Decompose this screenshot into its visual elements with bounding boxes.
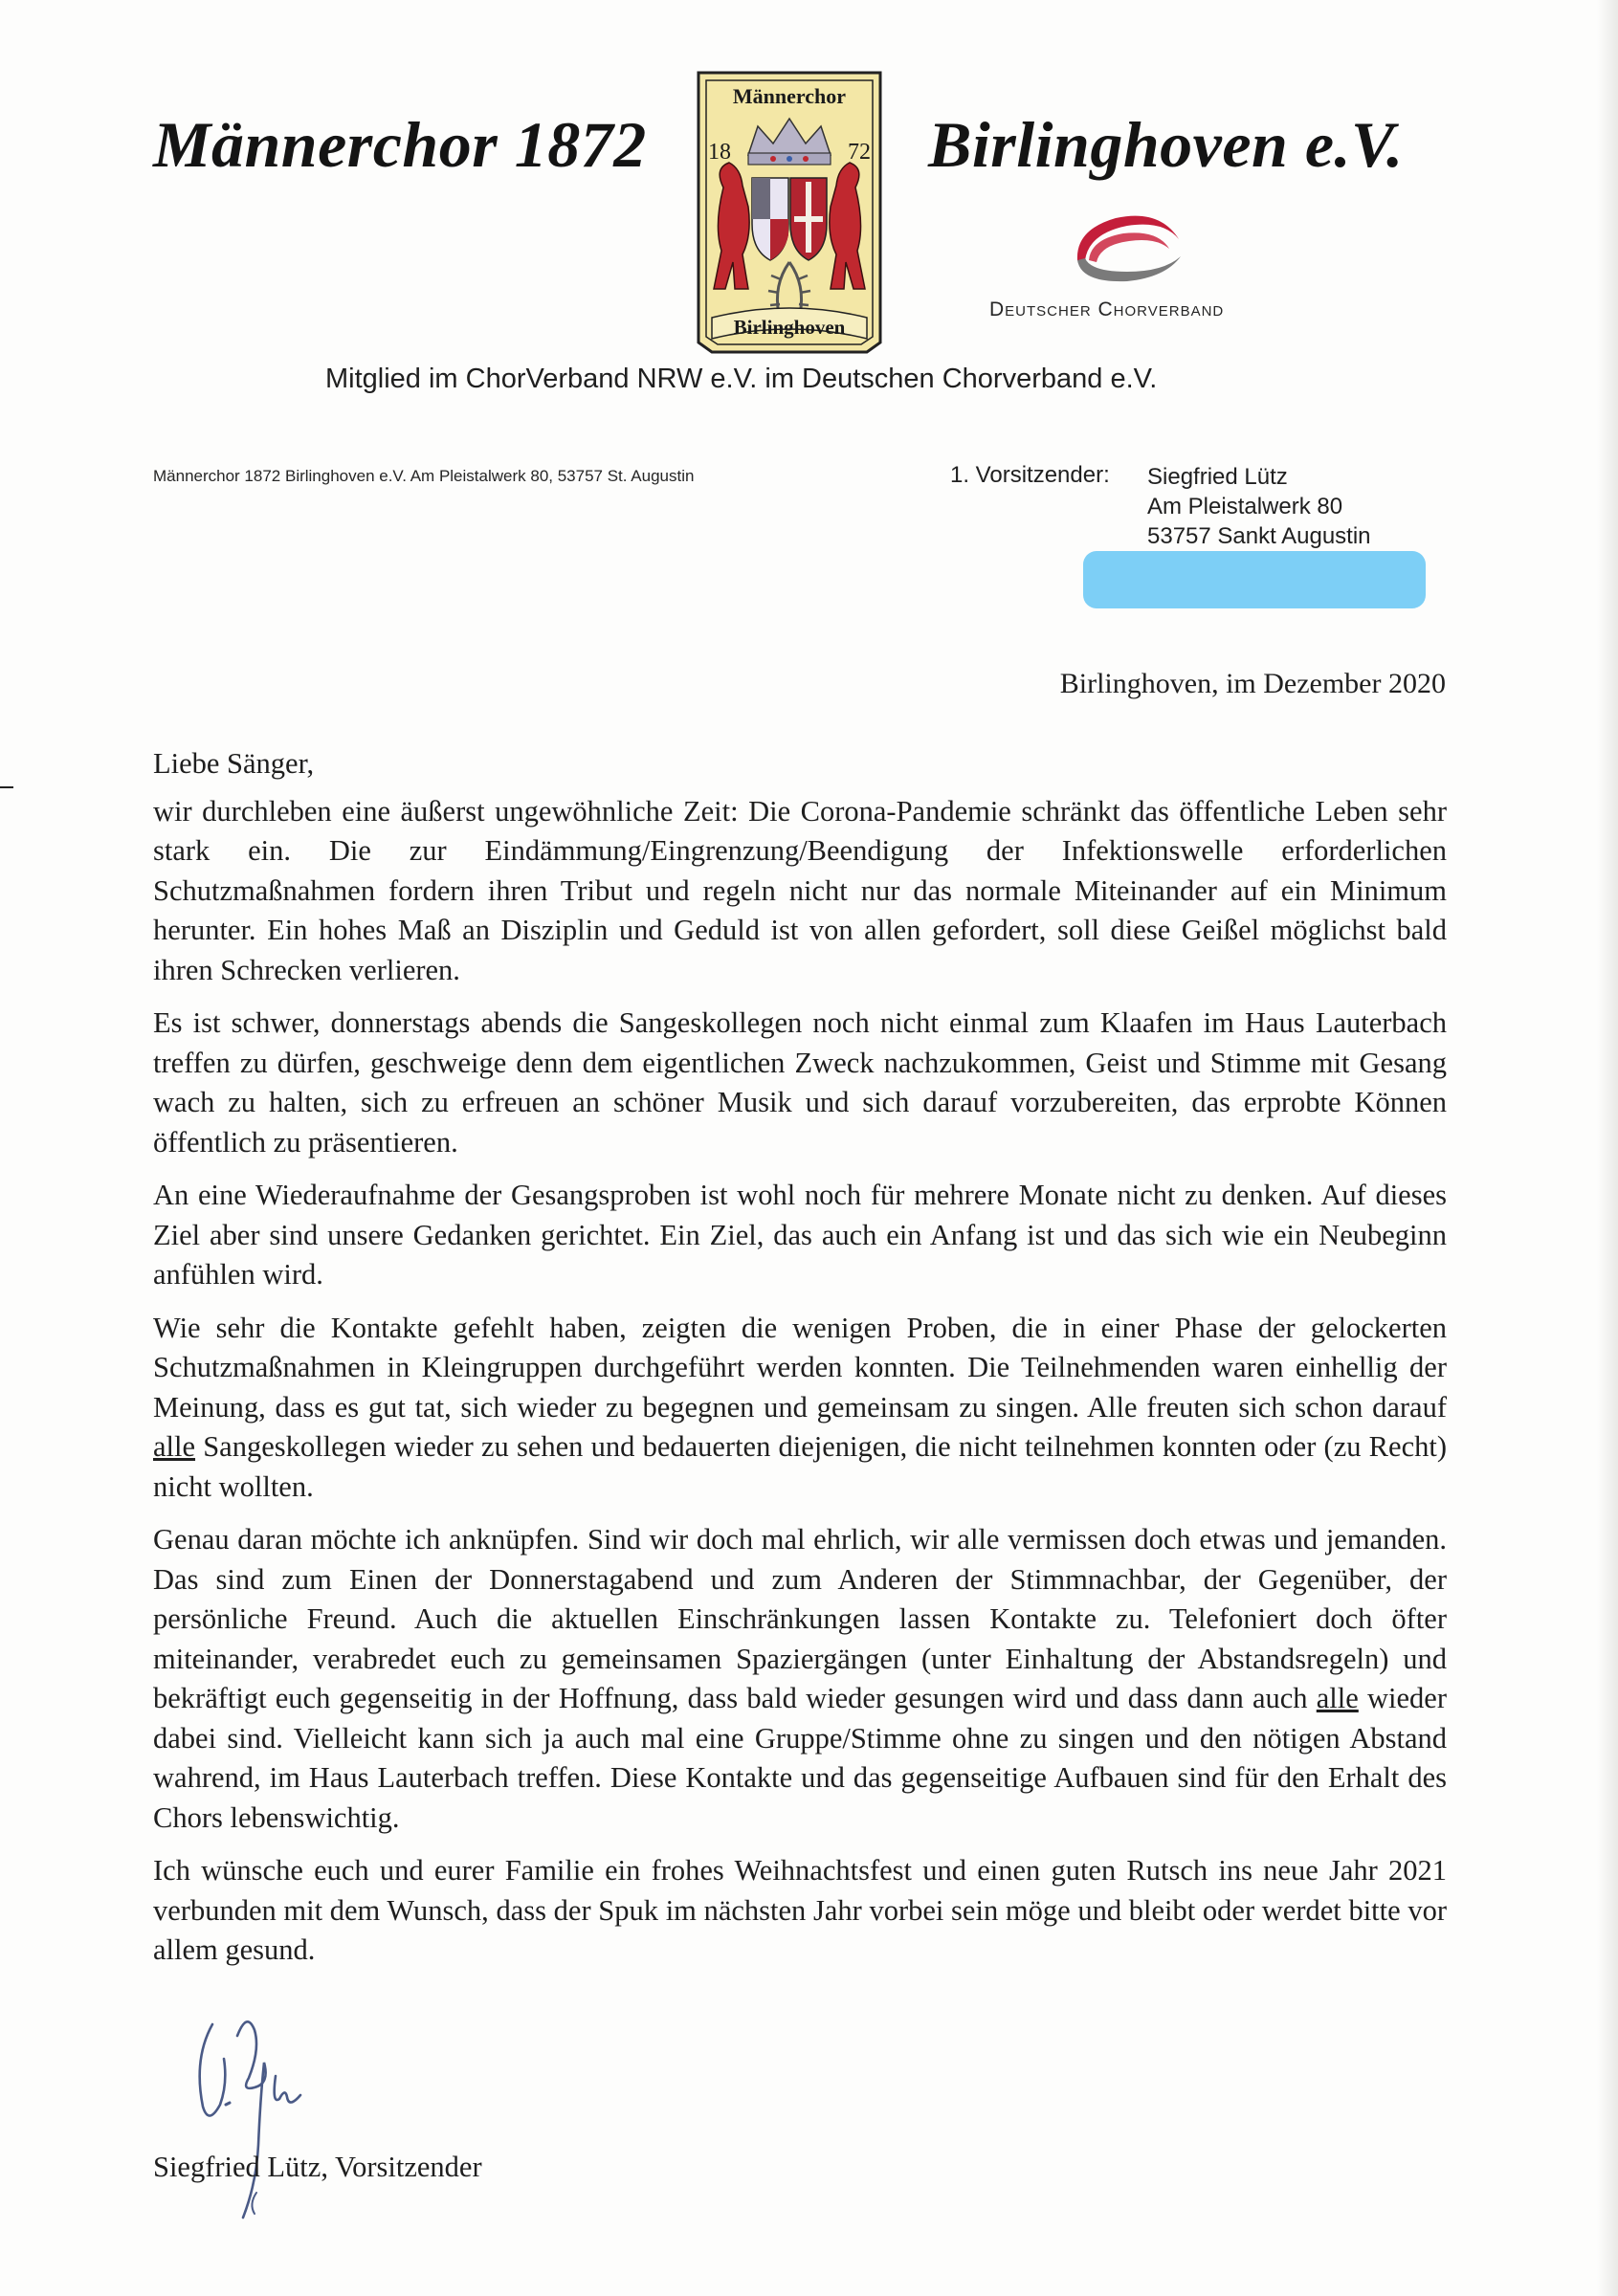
chair-name: Siegfried Lütz: [1147, 464, 1288, 490]
paragraph-4-emphasis: alle: [153, 1430, 196, 1463]
chair-address: [1147, 462, 1371, 551]
paragraph-6: Ich wünsche euch und eurer Familie ein frohes Weihnachtsfest und einen guten Rutsch ins neue Jahr 2021 verbunden mit dem Wunsch, dass der Spuk im nächsten Jahr vorbei sein möge und bleibt oder werdet bitte vor allem gesund.: [153, 1854, 1447, 1966]
paragraph-5-part-b: wieder dabei sind. Vielleicht kann sich ja auch mal eine Gruppe/Stimme ohne zu singen und den nötigen Abstand wahrend, im Haus Lauterbach treffen. Diese Kontakte und das gegenseitige Aufbauen sind für den Erhalt des Chors lebenswichtig.: [153, 1682, 1447, 1834]
chair-street: Am Pleistalwerk 80: [1147, 494, 1343, 519]
chair-label: 1. Vorsitzender:: [950, 462, 1110, 488]
membership-line: Mitglied im ChorVerband NRW e.V. im Deutschen Chorverband e.V.: [325, 364, 1158, 394]
crest-year-left: 18: [708, 140, 731, 165]
signer-name: Siegfried Lütz, Vorsitzender: [153, 2151, 482, 2183]
crest-year-right: 72: [848, 140, 871, 165]
club-crest-icon: [685, 63, 894, 358]
paragraph-1: wir durchleben eine äußerst ungewöhnliche Zeit: Die Corona-Pandemie schränkt das öffentliche Leben sehr stark ein. Die zur Eindämmung/Eingrenzung/Beendigung der Infektionswelle erforderlichen Schutzmaßnahmen fordern ihren Tribut und regeln nicht nur das normale Miteinander auf ein Minimum herunter. Ein hohes Maß an Disziplin und Geduld ist von allen gefordert, soll diese Geißel möglichst bald ihren Schrecken verlieren.: [153, 794, 1447, 986]
paragraph-5: [153, 1520, 1447, 1838]
paragraph-4-part-a: Wie sehr die Kontakte gefehlt haben, zeigten die wenigen Proben, die in einer Phase der gelockerten Schutzmaßnahmen in Kleingruppen durchgeführt werden konnten. Die Teilnehmenden waren einhellig der Meinung, dass es gut tat, sich wieder zu begegnen und gemeinsam zu singen. Alle freuten sich schon darauf: [153, 1311, 1447, 1424]
letter-date: Birlinghoven, im Dezember 2020: [1059, 668, 1446, 699]
paragraph-4-part-b: Sangeskollegen wieder zu sehen und bedauerten diejenigen, die nicht teilnehmen konnten oder (zu Recht) nicht wollten.: [153, 1430, 1447, 1503]
paragraph-2: Es ist schwer, donnerstags abends die Sangeskollegen noch nicht einmal zum Klaafen im Haus Lauterbach treffen zu dürfen, geschweige denn dem eigentlichen Zweck nachzukommen, Geist und Stimme mit Gesang wach zu halten, sich zu erfreuen an schöner Musik und sich darauf vorzubereiten, das erprobte Können öffentlich zu präsentieren.: [153, 1006, 1447, 1159]
dcv-swoosh-icon: [1072, 201, 1186, 287]
scan-edge: [1597, 0, 1618, 2296]
chair-city: 53757 Sankt Augustin: [1147, 523, 1371, 549]
redaction-mark: [1083, 551, 1426, 608]
salutation: Liebe Sänger,: [153, 747, 315, 780]
fold-mark: [0, 786, 13, 788]
sender-address-line: Männerchor 1872 Birlinghoven e.V. Am Pleistalwerk 80, 53757 St. Augustin: [153, 467, 695, 485]
crest-top-text: Männerchor: [732, 84, 847, 108]
letter-body: [153, 744, 1447, 1984]
paragraph-5-emphasis: alle: [1316, 1682, 1359, 1714]
club-name-left: Männerchor 1872: [153, 108, 647, 181]
paragraph-4: [153, 1309, 1447, 1508]
crest-bottom-text: Birlinghoven: [733, 316, 846, 339]
club-name-right: Birlinghoven e.V.: [928, 108, 1404, 181]
paragraph-3: An eine Wiederaufnahme der Gesangsproben ist wohl noch für mehrere Monate nicht zu denken. Auf dieses Ziel aber sind unsere Gedanken gerichtet. Ein Ziel, das auch ein Anfang ist und das sich wie ein Neubeginn anfühlen wird.: [153, 1179, 1447, 1291]
paragraph-5-part-a: Genau daran möchte ich anknüpfen. Sind wir doch mal ehrlich, wir alle vermissen doch etwas und jemanden. Das sind zum Einen der Donnerstagabend und zum Anderen der Stimmnachbar, der Gegenüber, der persönliche Freund. Auch die aktuellen Einschränkungen lassen Kontakte zu. Telefoniert doch öfter miteinander, verabredet euch zu gemeinsamen Spaziergängen (unter Einhaltung der Abstandsregeln) und bekräftigt euch gegenseitig in der Hoffnung, dass bald wieder gesungen wird und dass dann auch: [153, 1523, 1447, 1714]
dcv-logo-text: Deutscher Chorverband: [989, 298, 1225, 320]
handwritten-signature: [188, 1992, 341, 2221]
